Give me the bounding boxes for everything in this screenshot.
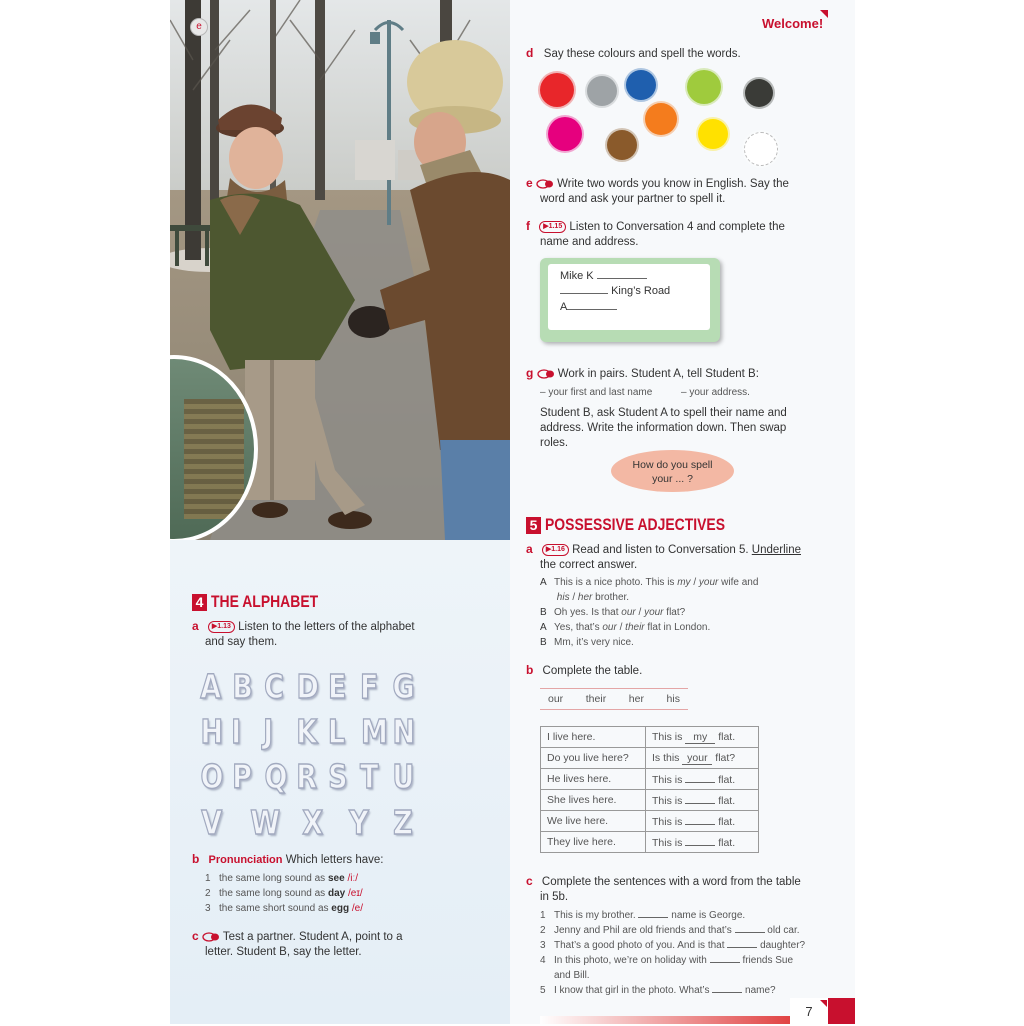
section-5c [526, 874, 826, 905]
item-word: egg [331, 903, 350, 914]
speech-bubble-line-2: your ... ? [652, 473, 693, 485]
item-ipa: /iː/ [347, 873, 358, 884]
sentence-item [540, 938, 830, 953]
photo-badge: e [190, 18, 208, 36]
alphabet-letter: A [200, 667, 222, 706]
sentence-part-a: That’s a good photo of you. And is that [554, 940, 725, 951]
section-d-text: Say these colours and spell the words. [543, 48, 741, 60]
option-2[interactable]: your [644, 607, 664, 618]
item-ipa: /eɪ/ [347, 888, 363, 899]
sentence-blank[interactable] [712, 983, 742, 993]
section-5a-underline: Underline [751, 544, 801, 556]
label-5c: c [526, 874, 533, 888]
label-5b: b [526, 663, 534, 677]
page-number: 7 [790, 998, 828, 1024]
sentence-part-b: name is George. [671, 910, 746, 921]
alphabet-letter: B [232, 667, 253, 706]
inset-texture [184, 399, 244, 519]
colour-blot [698, 119, 728, 149]
sentence-item [540, 983, 830, 998]
dialog-post: flat in London. [647, 622, 711, 633]
pronunciation-item [205, 871, 485, 886]
table-cell-left: Do you live here? [541, 748, 646, 769]
section-g-text-3: address. Write the information down. Then swap [540, 422, 787, 434]
table-pre: This is [652, 773, 683, 786]
table-pre: This is [652, 815, 683, 828]
speech-bubble-line-1: How do you spell [632, 459, 713, 471]
section-4c [192, 929, 492, 960]
section-e-text-2: word and ask your partner to spell it. [540, 193, 726, 205]
section-g-text-2: Student B, ask Student A to spell their name and [540, 407, 787, 419]
colour-blot [687, 70, 721, 104]
section-4a-text-1: Listen to the letters of the alphabet [238, 621, 415, 633]
option-2[interactable]: their [625, 622, 645, 633]
dialog-post: wife and [721, 577, 759, 588]
alphabet-letter: C [264, 667, 285, 706]
alphabet-letter: L [327, 712, 346, 751]
section-4c-text-2: letter. Student B, say the letter. [205, 946, 362, 958]
option-2[interactable]: your [698, 577, 719, 588]
alphabet-letter: N [392, 712, 416, 751]
sentence-item [540, 968, 830, 983]
alphabet-letter: T [360, 757, 379, 796]
sentence-item [540, 953, 830, 968]
table-post: flat. [718, 773, 736, 786]
table-post: flat. [718, 730, 736, 743]
section-4-heading [192, 592, 342, 612]
option-1[interactable]: his [556, 592, 570, 603]
audio-track-number: 1.16 [551, 545, 565, 553]
alphabet-letter: V [201, 803, 223, 842]
dialog-pre: Oh yes. Is that [554, 607, 619, 618]
card-line-3-text: A [560, 301, 568, 313]
sentence-number: 3 [540, 940, 546, 951]
alphabet-letter: Z [393, 803, 413, 842]
item-word: see [327, 873, 345, 884]
alphabet-letter: D [296, 667, 319, 706]
sentence-part-b: friends Sue [742, 955, 794, 966]
table-row [541, 727, 759, 748]
alphabet-letter: X [302, 803, 324, 842]
alphabet-letter: G [392, 667, 415, 706]
address-card-line-3 [560, 300, 617, 313]
table-row [541, 769, 759, 790]
photo-two-men-shaking-hands [170, 0, 510, 540]
alphabet-letter: I [231, 712, 242, 751]
section-4-title: THE ALPHABET [211, 592, 319, 611]
section-5b [526, 663, 642, 679]
card-blank-3[interactable] [567, 300, 617, 310]
section-g-bullet-2: – your address. [681, 387, 750, 398]
alphabet-letter: M [360, 712, 388, 751]
sentence-part-b: name? [745, 985, 776, 996]
section-5c-text-1: Complete the sentences with a word from the table [541, 876, 801, 888]
section-d [526, 44, 741, 62]
card-blank-2[interactable] [560, 284, 608, 294]
colour-blot [607, 130, 637, 160]
section-e [526, 176, 826, 207]
sentence-part-a: Jenny and Phil are old friends and that’s [554, 925, 732, 936]
section-g-bullet-1: – your first and last name [540, 387, 653, 398]
table-row [541, 748, 759, 769]
section-g-instructions [540, 406, 830, 451]
label-g: g [526, 366, 534, 380]
word-box-item: their [585, 693, 607, 705]
table-pre: This is [652, 794, 683, 807]
option-1[interactable]: our [602, 622, 617, 633]
table-post: flat. [718, 815, 736, 828]
word-box-item: our [548, 693, 564, 705]
section-5a-text-1: Read and listen to Conversation 5. [572, 544, 749, 556]
speech-icon [202, 932, 220, 942]
table-pre: Is this [652, 751, 680, 764]
table-cell-right [646, 769, 759, 790]
colour-blot [745, 79, 773, 107]
section-4b-text: Which letters have: [285, 854, 384, 866]
speech-bubble [611, 450, 734, 492]
alphabet-letter: Y [349, 803, 369, 842]
table-cell-right [646, 727, 759, 748]
section-5a-text-2: the correct answer. [540, 559, 638, 571]
card-line-2-text: King’s Road [611, 285, 671, 297]
sentence-number: 4 [540, 955, 546, 966]
label-f: f [526, 219, 530, 233]
header-corner-mark [820, 10, 828, 18]
speech-icon [537, 369, 555, 379]
label-4c: c [192, 929, 199, 943]
table-blank[interactable] [685, 815, 715, 825]
address-card-line-2 [560, 284, 670, 297]
dialog-line: A This is a nice photo. This is my / your wife and [540, 577, 759, 588]
dialog-pre: Mm, it’s very nice. [554, 637, 634, 648]
label-d: d [526, 46, 534, 60]
table-post: flat. [718, 836, 736, 849]
option-1[interactable]: my [677, 577, 691, 588]
section-g-text-4: roles. [540, 437, 569, 449]
colour-blot [645, 103, 677, 135]
label-e: e [526, 176, 533, 190]
table-blank[interactable] [685, 794, 715, 804]
alphabet-letter: Q [264, 757, 288, 796]
sentence-blank[interactable] [727, 938, 757, 948]
alphabet-letter: O [200, 757, 224, 796]
page-header-title: Welcome! [762, 16, 824, 31]
sentence-blank[interactable] [710, 953, 740, 963]
card-blank-1[interactable] [597, 269, 647, 279]
alphabet-letter: K [296, 712, 318, 751]
sentence-part-b: daughter? [760, 940, 806, 951]
sentence-number: 1 [540, 910, 546, 921]
section-g-text-1: Work in pairs. Student A, tell Student B: [557, 368, 759, 380]
item-number: 3 [205, 903, 211, 914]
section-5-heading [526, 515, 765, 535]
dialog-post: brother. [595, 592, 630, 603]
dialog-pre: Yes, that’s [554, 622, 600, 633]
dialog-pre: This is a nice photo. This is [554, 577, 675, 588]
table-cell-left: We live here. [541, 811, 646, 832]
speaker: A [540, 622, 547, 633]
dialog-block [540, 575, 830, 650]
audio-track-number: 1.15 [548, 222, 563, 230]
section-4a-text-2: and say them. [205, 636, 278, 648]
section-e-text-1: Write two words you know in English. Say the [557, 178, 789, 190]
section-f-text-2: name and address. [540, 236, 639, 248]
dialog-line: B Oh yes. Is that our / your flat? [540, 607, 686, 618]
table-cell-right [646, 748, 759, 769]
item-word: day [327, 888, 346, 899]
table-cell-left: They live here. [541, 832, 646, 853]
dialog-line [540, 635, 830, 650]
address-card-line-1 [560, 269, 647, 282]
dialog-post: flat? [666, 607, 686, 618]
card-line-1-text: Mike K [560, 270, 594, 282]
table-pre: This is [652, 836, 683, 849]
label-5a: a [526, 542, 533, 556]
option-1[interactable]: our [621, 607, 636, 618]
section-5-number: 5 [526, 517, 541, 534]
colour-blot [540, 73, 574, 107]
label-4a: a [192, 619, 199, 633]
sentence-part-a: In this photo, we’re on holiday with [554, 955, 707, 966]
section-f [526, 219, 826, 250]
dialog-line: A Yes, that’s our / their flat in London. [540, 622, 711, 633]
section-g [526, 366, 826, 382]
word-box-item: his [666, 693, 680, 705]
sentence-number: 2 [540, 925, 546, 936]
section-5c-text-2: in 5b. [540, 891, 569, 903]
item-text: the same long sound as [219, 873, 326, 884]
address-card [540, 258, 720, 342]
footer-stripe [540, 1016, 795, 1024]
sentence-part-a: I know that girl in the photo. What’s [554, 985, 710, 996]
pronunciation-item [205, 901, 485, 916]
possessive-table [540, 726, 759, 853]
sentence-list [540, 908, 830, 998]
table-row [541, 790, 759, 811]
speaker: B [540, 607, 547, 618]
alphabet-letter: R [296, 757, 318, 796]
table-blank[interactable] [685, 836, 715, 846]
table-row [541, 811, 759, 832]
table-pre: This is [652, 730, 683, 743]
speaker: A [540, 577, 547, 588]
option-2[interactable]: her [577, 592, 593, 603]
table-cell-left: She lives here. [541, 790, 646, 811]
colour-blot [548, 117, 582, 151]
speech-icon [536, 179, 554, 189]
alphabet-letter: W [250, 803, 281, 842]
table-cell-right [646, 811, 759, 832]
table-post: flat? [715, 751, 736, 764]
sentence-item [540, 908, 830, 923]
alphabet-letter: P [232, 757, 253, 796]
table-cell-right [646, 832, 759, 853]
section-f-text-1: Listen to Conversation 4 and complete the [569, 221, 785, 233]
alphabet-letter: E [328, 667, 347, 706]
footer-corner-mark [820, 1000, 827, 1007]
alphabet-letter: H [200, 712, 224, 751]
section-4c-text-1: Test a partner. Student A, point to a [222, 931, 403, 943]
table-cell-left: He lives here. [541, 769, 646, 790]
table-cell-left: I live here. [541, 727, 646, 748]
sentence-part-a: and Bill. [554, 970, 590, 981]
section-5b-text: Complete the table. [542, 665, 643, 677]
sentence-part-b: old car. [767, 925, 800, 936]
section-5a [526, 542, 826, 573]
table-row [541, 832, 759, 853]
pronunciation-item [205, 886, 485, 901]
item-number: 1 [205, 873, 211, 884]
pronunciation-list [205, 871, 485, 916]
item-ipa: /e/ [351, 903, 363, 914]
section-4a [192, 619, 492, 650]
table-fill: your [682, 752, 712, 765]
item-text: the same long sound as [219, 888, 326, 899]
word-box-item: her [628, 693, 644, 705]
audio-play-icon[interactable]: ▶1.15 [539, 221, 566, 233]
audio-track-number: 1.13 [217, 622, 231, 630]
table-cell-right [646, 790, 759, 811]
dialog-line: his / her brother. [556, 592, 630, 603]
table-post: flat. [718, 794, 736, 807]
section-4b [192, 852, 384, 868]
colour-blot [587, 76, 617, 106]
sentence-blank[interactable] [638, 908, 668, 918]
section-5-title: POSSESSIVE ADJECTIVES [545, 515, 725, 534]
colour-blot [626, 70, 656, 100]
colour-blot [744, 132, 778, 166]
pronunciation-heading: Pronunciation [208, 854, 283, 866]
table-fill: my [685, 731, 715, 744]
table-blank[interactable] [685, 773, 715, 783]
section-4-number: 4 [192, 594, 207, 611]
alphabet-letter: J [263, 712, 274, 751]
sentence-number: 5 [540, 985, 546, 996]
sentence-part-a: This is my brother. [554, 910, 636, 921]
speaker: B [540, 637, 547, 648]
alphabet-letter: S [328, 757, 348, 796]
sentence-blank[interactable] [735, 923, 765, 933]
alphabet-letter: U [392, 757, 415, 796]
item-number: 2 [205, 888, 211, 899]
word-box [540, 688, 688, 710]
sentence-item [540, 923, 830, 938]
item-text: the same short sound as [219, 903, 329, 914]
label-4b: b [192, 852, 200, 866]
alphabet-letter: F [360, 667, 379, 706]
audio-play-icon[interactable]: ▶1.16 [542, 544, 569, 556]
audio-play-icon[interactable]: ▶1.13 [208, 621, 235, 633]
right-column-background [510, 0, 855, 1024]
